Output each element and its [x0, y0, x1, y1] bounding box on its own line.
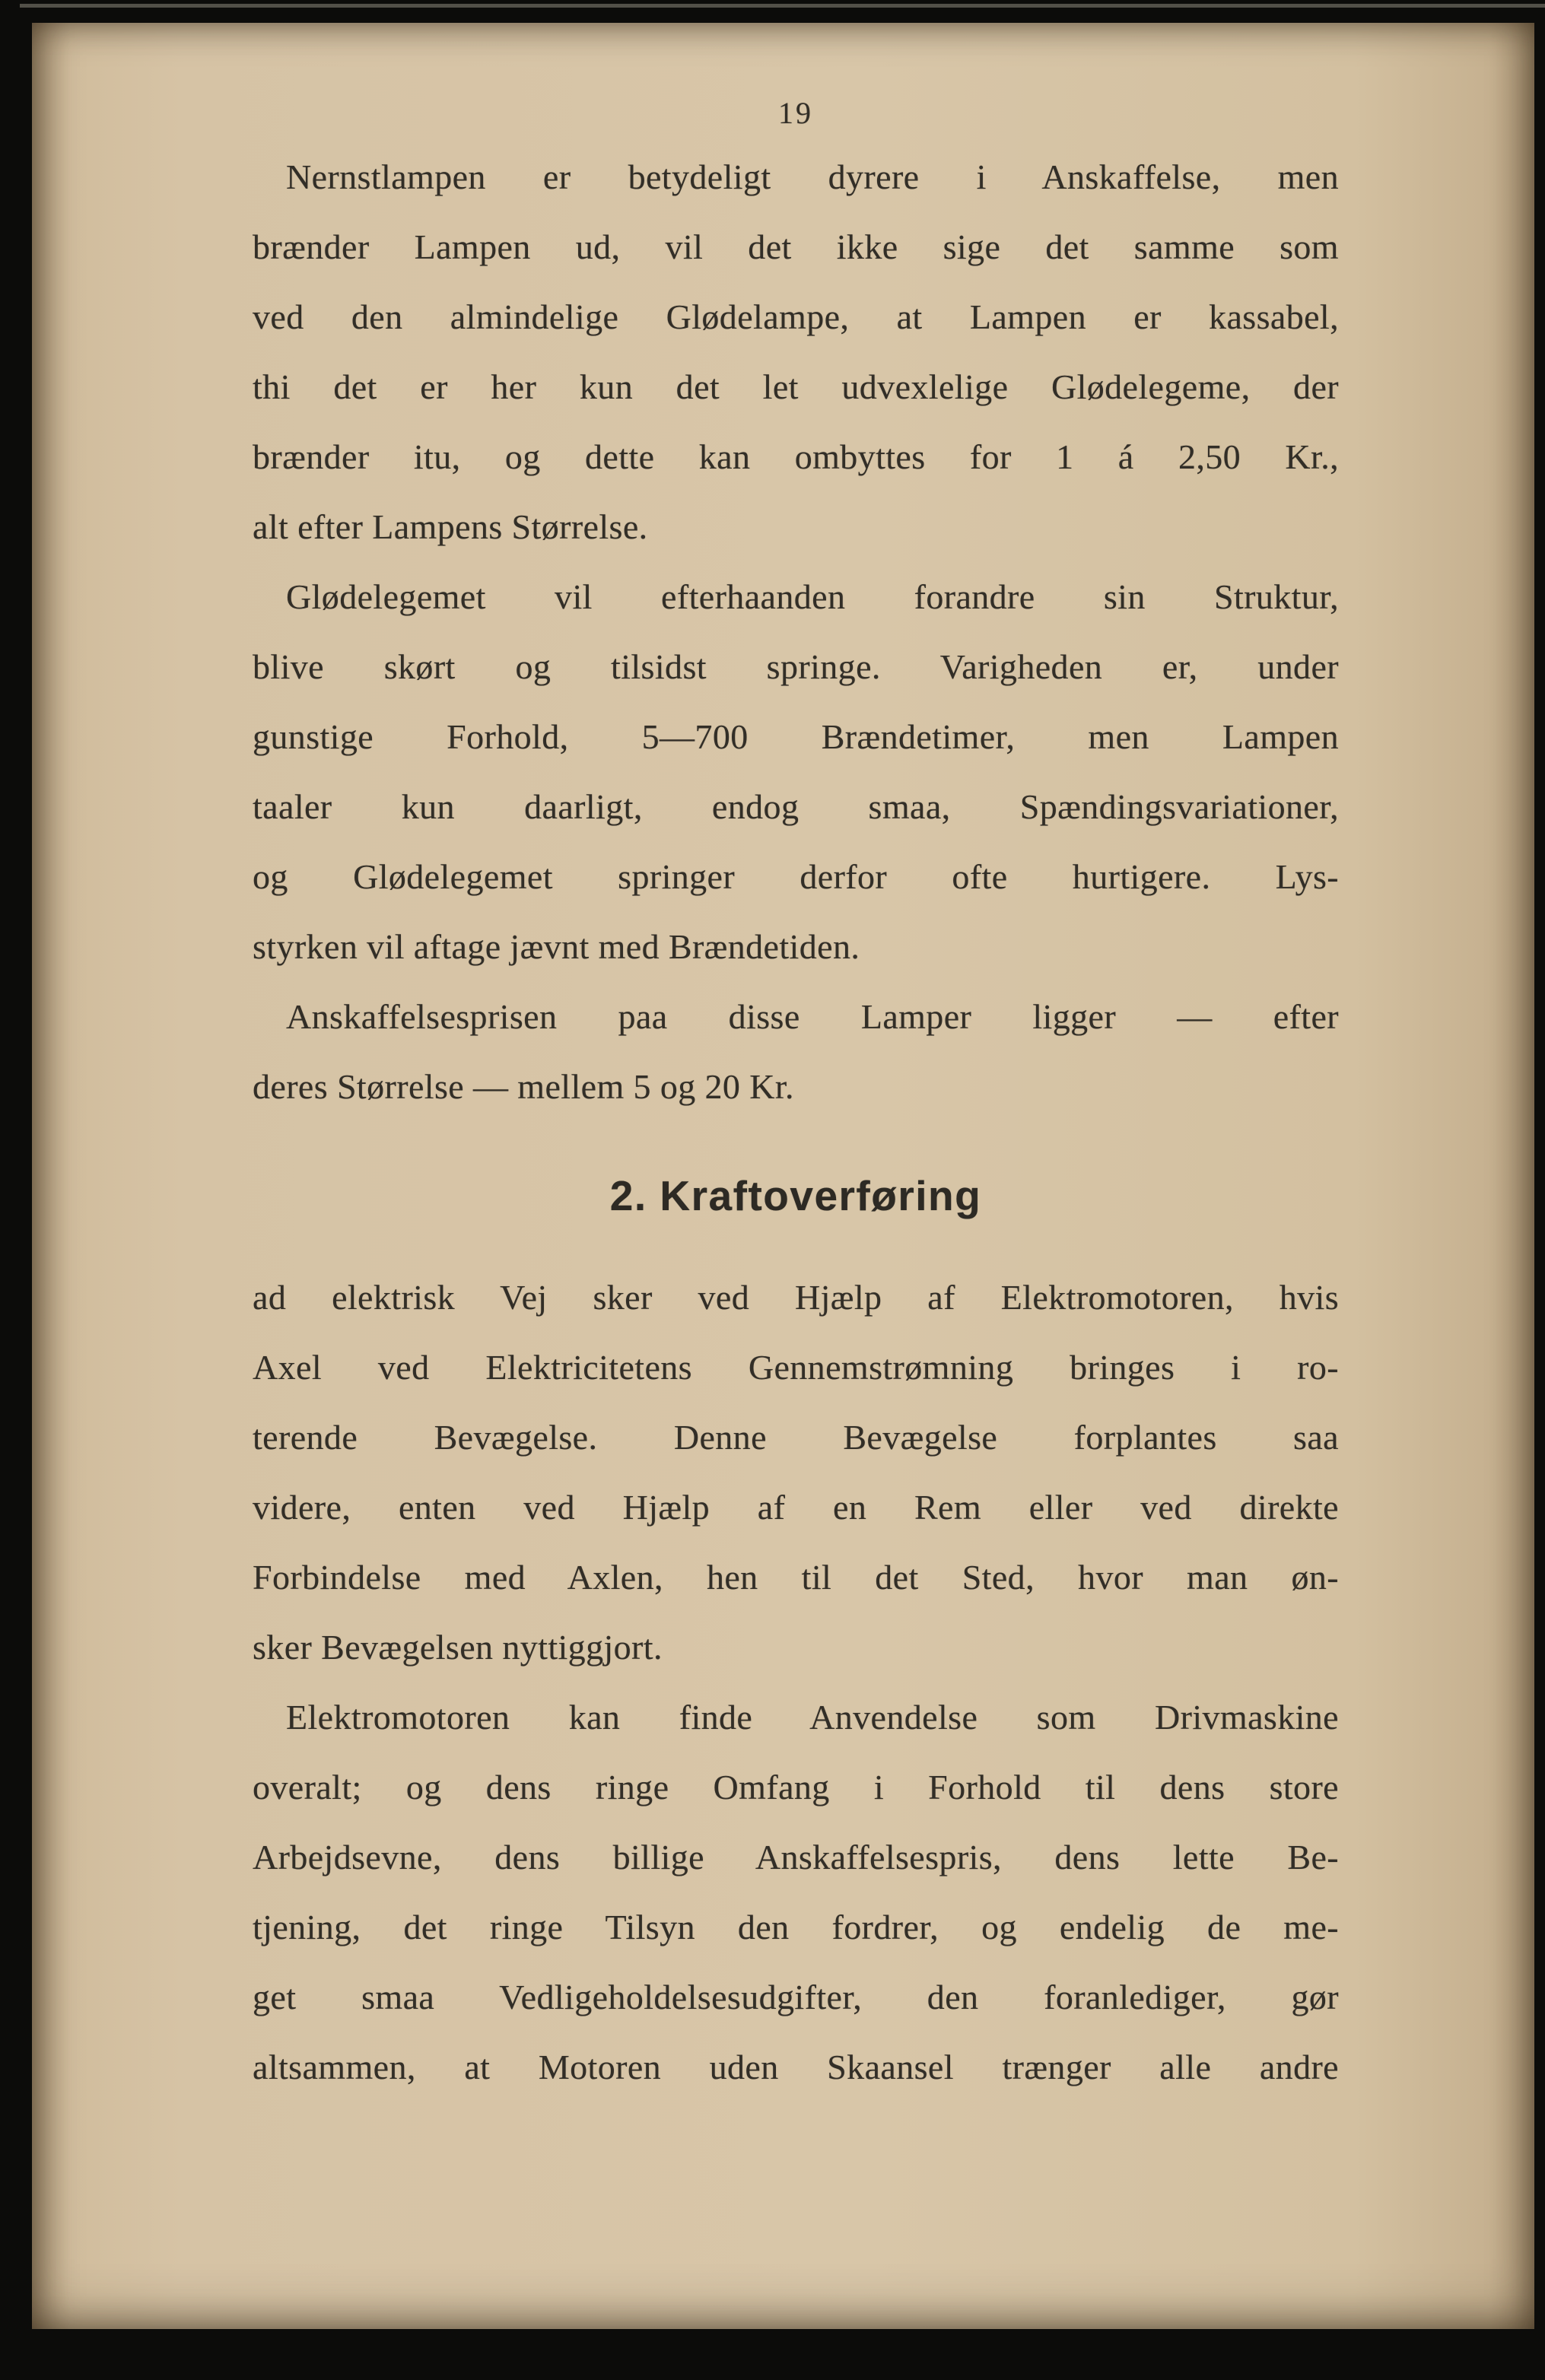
text-line: thi det er her kun det let udvexlelige Glødelegeme, der: [253, 367, 1339, 406]
section-heading: 2. Kraftoverføring: [609, 1172, 982, 1219]
text-line: Elektromotoren kan finde Anvendelse som Drivmaskine: [286, 1698, 1339, 1737]
paragraph: [253, 1263, 1339, 1683]
paragraph: [253, 562, 1339, 982]
paragraph: [253, 142, 1339, 562]
text-line: overalt; og dens ringe Omfang i Forhold til dens store: [253, 1768, 1339, 1806]
text-line: terende Bevægelse. Denne Bevægelse forplantes saa: [253, 1418, 1339, 1457]
text-line: ved den almindelige Glødelampe, at Lampen er kassabel,: [253, 297, 1339, 336]
book-page-paper: [32, 23, 1534, 2329]
text-line: tjening, det ringe Tilsyn den fordrer, og endelig de me-: [253, 1908, 1339, 1946]
scan-edge-artifact: [20, 4, 1545, 8]
text-line: altsammen, at Motoren uden Skaansel trænger alle andre: [253, 2048, 1339, 2086]
text-line: Anskaffelsesprisen paa disse Lamper ligger — efter: [286, 997, 1339, 1036]
text-line: brænder itu, og dette kan ombyttes for 1 á 2,50 Kr.,: [253, 437, 1339, 476]
text-line: alt efter Lampens Størrelse.: [253, 507, 648, 546]
text-line: brænder Lampen ud, vil det ikke sige det samme som: [253, 227, 1339, 266]
text-line: og Glødelegemet springer derfor ofte hurtigere. Lys-: [253, 857, 1339, 896]
text-line: Nernstlampen er betydeligt dyrere i Anskaffelse, men: [286, 157, 1339, 196]
text-line: Forbindelse med Axlen, hen til det Sted, hvor man øn-: [253, 1558, 1339, 1597]
text-line: videre, enten ved Hjælp af en Rem eller ved direkte: [253, 1488, 1339, 1527]
text-line: sker Bevægelsen nyttiggjort.: [253, 1628, 663, 1667]
text-line: ad elektrisk Vej sker ved Hjælp af Elektromotoren, hvis: [253, 1278, 1339, 1317]
paragraph: [253, 1683, 1339, 2102]
text-line: deres Størrelse — mellem 5 og 20 Kr.: [253, 1067, 794, 1106]
text-line: blive skørt og tilsidst springe. Varigheden er, under: [253, 647, 1339, 686]
text-line: Axel ved Elektricitetens Gennemstrømning bringes i ro-: [253, 1348, 1339, 1387]
text-blocks: [253, 142, 1339, 2102]
text-line: Glødelegemet vil efterhaanden forandre sin Struktur,: [286, 577, 1339, 616]
paragraph: [253, 982, 1339, 1122]
page-content: [253, 95, 1339, 2102]
text-line: styrken vil aftage jævnt med Brændetiden.: [253, 927, 860, 966]
text-line: Arbejdsevne, dens billige Anskaffelsespris, dens lette Be-: [253, 1838, 1339, 1876]
text-line: gunstige Forhold, 5—700 Brændetimer, men Lampen: [253, 717, 1339, 756]
text-line: taaler kun daarligt, endog smaa, Spændingsvariationer,: [253, 787, 1339, 826]
text-line: get smaa Vedligeholdelsesudgifter, den foranlediger, gør: [253, 1978, 1339, 2016]
page-number: 19: [778, 96, 813, 130]
